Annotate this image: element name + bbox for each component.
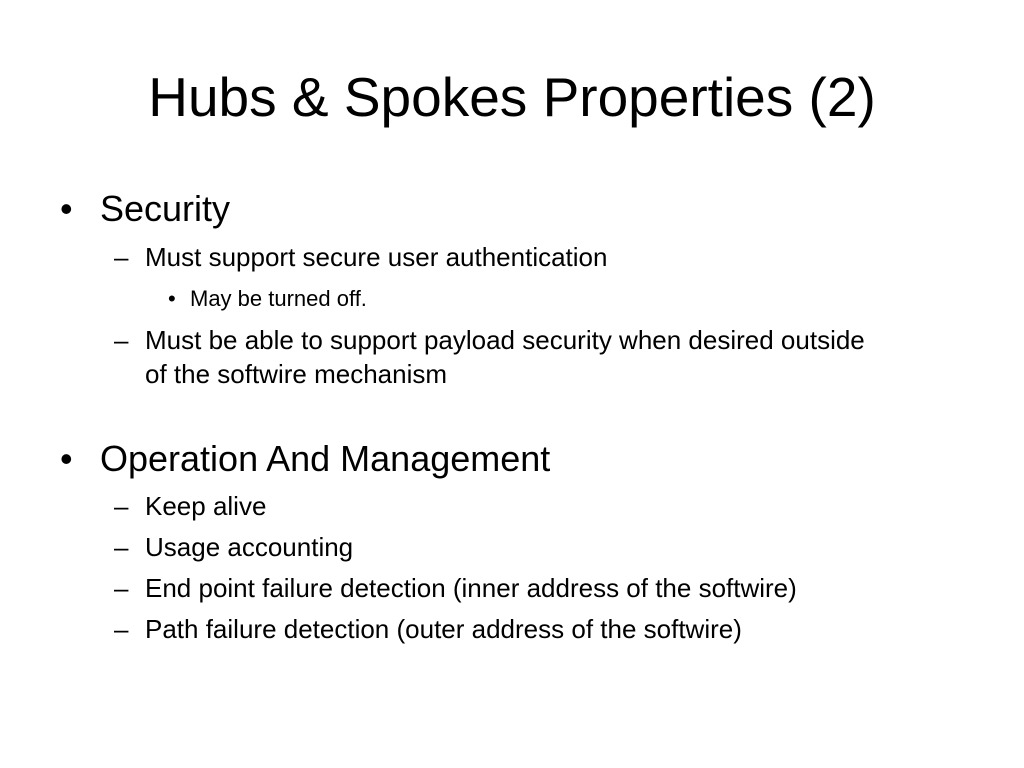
- item-authentication: Must support secure user authentication: [145, 242, 608, 272]
- item-end-point-failure: End point failure detection (inner address of the softwire): [145, 573, 797, 603]
- dash-icon: –: [114, 242, 129, 272]
- item-payload-security-line1: Must be able to support payload security when desired outside: [145, 325, 865, 355]
- dash-icon: –: [114, 491, 129, 521]
- item-path-failure: Path failure detection (outer address of the softwire): [145, 614, 742, 644]
- dash-icon: –: [114, 532, 129, 562]
- bullet-dot-icon: •: [60, 438, 73, 479]
- bullet-dot-icon: •: [168, 286, 176, 311]
- section-heading-security: Security: [100, 188, 231, 229]
- bullet-dot-icon: •: [60, 188, 73, 229]
- item-payload-security-line2: of the softwire mechanism: [145, 359, 448, 389]
- dash-icon: –: [114, 573, 129, 603]
- slide-title: Hubs & Spokes Properties (2): [148, 66, 876, 128]
- item-turned-off: May be turned off.: [190, 286, 367, 311]
- section-heading-operation-management: Operation And Management: [100, 438, 551, 479]
- dash-icon: –: [114, 325, 129, 355]
- item-keep-alive: Keep alive: [145, 491, 267, 521]
- item-usage-accounting: Usage accounting: [145, 532, 354, 562]
- dash-icon: –: [114, 614, 129, 644]
